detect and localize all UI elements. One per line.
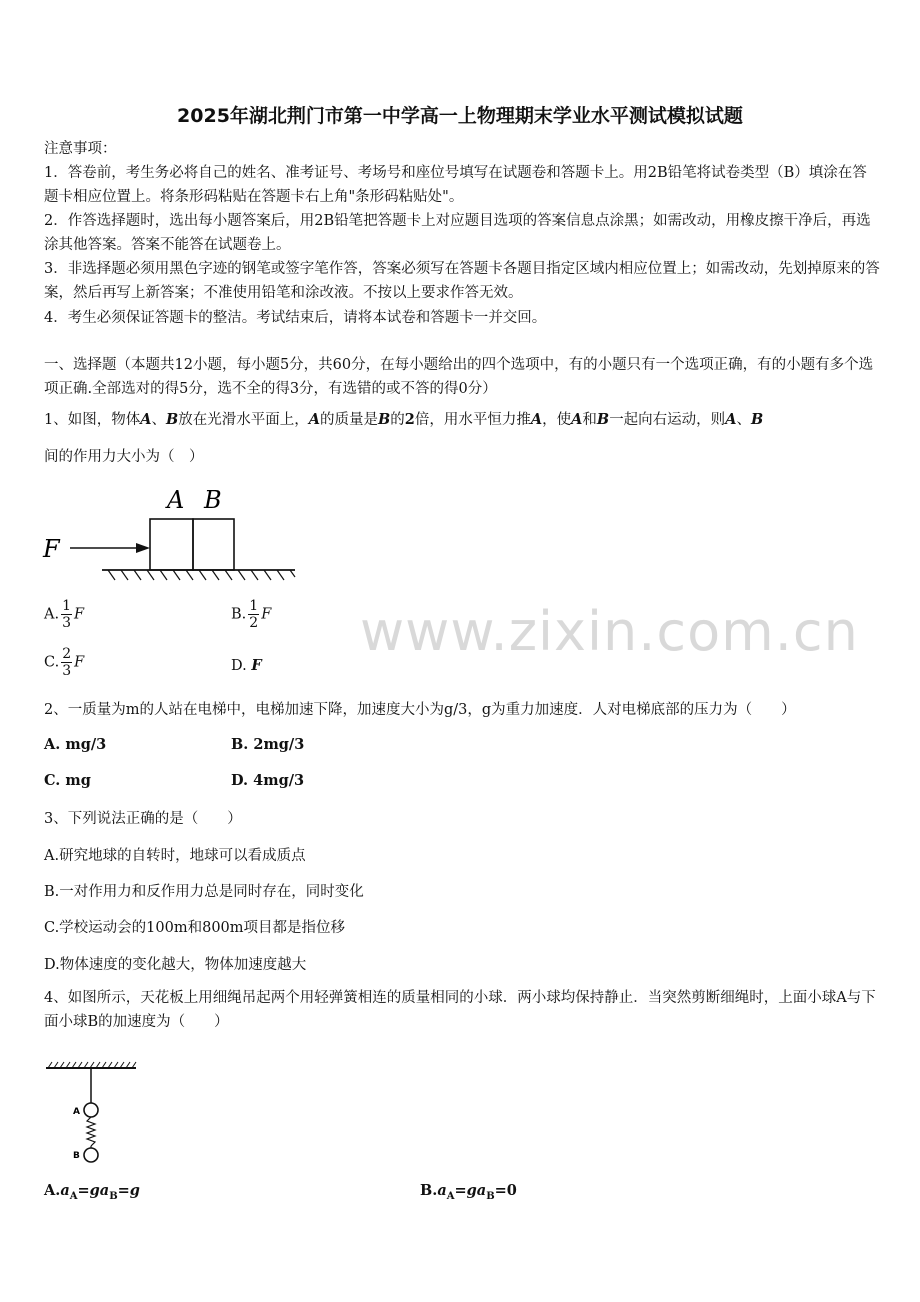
q2-stem: 2、一质量为m的人站在电梯中，电梯加速下降，加速度大小为g/3，g为重力加速度．人对电梯底部的压力为（ ） [44, 702, 796, 718]
q4-option-b[interactable]: $B.a_A=ga_B=0$ [420, 1182, 517, 1202]
q2-option-c[interactable]: C. mg [44, 772, 91, 789]
block-a [150, 519, 193, 570]
section-heading: 一、选择题（本题共12小题，每小题5分，共60分，在每小题给出的四个选项中，有的小题只有一个选项正确，有的小题有多个选项正确.全部选对的得5分，选不全的得3分，有选错的或不答的得0分） [44, 357, 874, 397]
q3-option-d[interactable]: D.物体速度的变化越大，物体加速度越大 [44, 957, 307, 973]
q3-option-b[interactable]: B.一对作用力和反作用力总是同时存在，同时变化 [44, 884, 364, 900]
q4-figure [40, 1058, 150, 1168]
q3-stem: 3、下列说法正确的是（ ） [44, 811, 242, 827]
notice-item-4: 4．考生必须保证答题卡的整洁。考试结束后，请将本试卷和答题卡一并交回。 [44, 310, 547, 326]
page-title: 2025年湖北荆门市第一中学高一上物理期末学业水平测试模拟试题 [177, 105, 743, 127]
q1-stem-line2: 间的作用力大小为（ ） [44, 449, 204, 465]
q1-option-c[interactable]: C. $\frac{2}{3}$ F [44, 646, 85, 679]
q4-figure-label-a: A [73, 1107, 80, 1117]
q1-figure-label-f: F [43, 535, 60, 563]
block-b [193, 519, 234, 570]
ball-a [84, 1103, 98, 1117]
q3-option-c[interactable]: C.学校运动会的100m和800m项目都是指位移 [44, 920, 346, 936]
notice-item-3: 3．非选择题必须用黑色字迹的钢笔或签字笔作答，答案必须写在答题卡各题目指定区域内相应位置上；如需改动，先划掉原来的答案，然后再写上新答案；不准使用铅笔和涂改液。不按以上要求作答无效。 [44, 261, 880, 301]
notice-item-1: 1．答卷前，考生务必将自己的姓名、准考证号、考场号和座位号填写在试题卷和答题卡上。用2B铅笔将试卷类型（B）填涂在答题卡相应位置上。将条形码粘贴在答题卡右上角"条形码粘贴处"。 [44, 165, 867, 205]
force-arrow-head [136, 543, 150, 553]
watermark: www.zixin.com.cn [360, 600, 859, 663]
notice-heading: 注意事项： [44, 141, 117, 157]
q1-figure-label-b: B [204, 486, 222, 514]
spring [87, 1117, 95, 1146]
q1-figure [40, 480, 310, 590]
q3-option-a[interactable]: A.研究地球的自转时，地球可以看成质点 [44, 848, 306, 864]
q1-stem-line1: 1、如图，物体A、B放在光滑水平面上，A的质量是B的2倍，用水平恒力推A，使A和B一起向右运动，则A、B [44, 411, 764, 428]
ball-b [84, 1148, 98, 1162]
q4-option-a[interactable]: $A.a_A=ga_B=g$ [44, 1182, 140, 1202]
q1-option-a[interactable]: A. $\frac{1}{3}$ F [44, 598, 85, 631]
notice-item-2: 2．作答选择题时，选出每小题答案后，用2B铅笔把答题卡上对应题目选项的答案信息点涂黑；如需改动，用橡皮擦干净后，再选涂其他答案。答案不能答在试题卷上。 [44, 213, 871, 253]
q1-option-d[interactable]: D. F [231, 657, 262, 674]
ground-hatching [108, 570, 295, 580]
q2-option-b[interactable]: B. 2mg/3 [231, 736, 305, 753]
q2-option-a[interactable]: A. mg/3 [44, 736, 107, 753]
q2-option-d[interactable]: D. 4mg/3 [231, 772, 305, 789]
q4-stem: 4、如图所示，天花板上用细绳吊起两个用轻弹簧相连的质量相同的小球．两小球均保持静止．当突然剪断细绳时，上面小球A与下面小球B的加速度为（ ） [44, 990, 876, 1030]
q1-figure-label-a: A [167, 486, 185, 514]
q4-figure-label-b: B [73, 1151, 80, 1161]
q1-option-b[interactable]: B. $\frac{1}{2}$ F [231, 598, 272, 631]
